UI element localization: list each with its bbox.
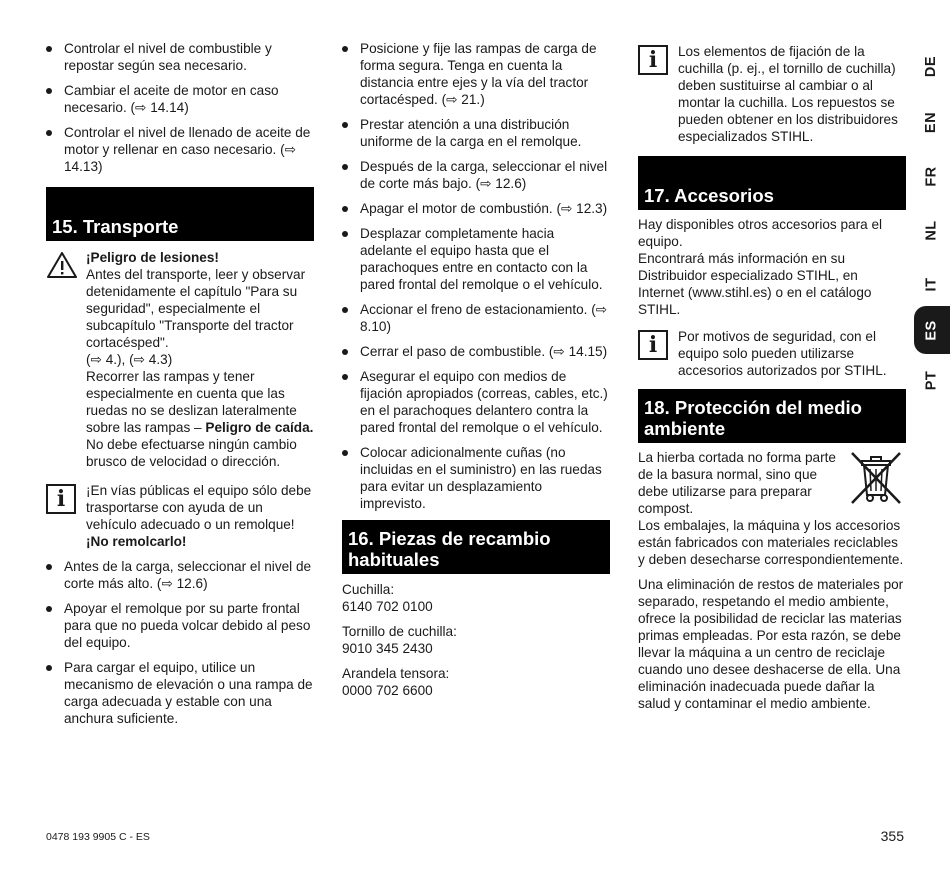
part-number: 9010 345 2430	[342, 641, 433, 656]
list-item: Apagar el motor de combustión. (⇨ 12.3)	[342, 200, 610, 217]
part-label: Tornillo de cuchilla:	[342, 624, 457, 639]
bullet-icon	[342, 122, 348, 128]
bullet-icon	[46, 606, 52, 612]
section-17-heading: 17. Accesorios	[638, 156, 906, 210]
spare-parts-list	[342, 581, 610, 699]
crossed-out-bin-icon	[848, 449, 904, 511]
bullet-icon	[342, 374, 348, 380]
bullet-icon	[342, 206, 348, 212]
warning-notice	[46, 249, 314, 470]
bullet-icon	[46, 88, 52, 94]
column-1	[46, 40, 314, 735]
part-number: 6140 702 0100	[342, 599, 433, 614]
col2-bullets	[342, 40, 610, 512]
info-icon: i	[46, 484, 76, 514]
bullet-icon	[342, 231, 348, 237]
info-text: ¡En vías públicas el equipo sólo debe trasportarse con ayuda de un vehículo adecuado o un remolque!	[86, 483, 312, 532]
section-15-heading: 15. Transporte	[46, 187, 314, 241]
list-item: Desplazar completamente hacia adelante el equipo hasta que el parachoques entre en contacto con la pared frontal del remolque o el vehículo.	[342, 225, 610, 293]
list-item: Colocar adicionalmente cuñas (no incluidas en el suministro) en las ruedas para evitar un desplazamiento imprevisto.	[342, 444, 610, 512]
bullet-icon	[342, 450, 348, 456]
list-item: Asegurar el equipo con medios de fijación apropiados (correas, cables, etc.) en el parachoques delantero contra la pared frontal del remolque o el vehículo.	[342, 368, 610, 436]
environment-text: La hierba cortada no forma parte de la basura normal, sino que debe utilizarse para preparar compost. Los embalajes, la máquina y los accesorios están fabricados con materiales reciclables y deben desecharse correspondientemente. Una eliminación de restos de materiales por separado, respetando el medio ambiente, ofrece la posibilidad de reciclar las materias primas empleadas. Por esta razón, se debe llevar la máquina a un centro de reciclaje cuando uno desee deshacerse de ella. Una eliminación inadecuada puede dañar la salud y contaminar el medio ambiente.	[638, 450, 904, 711]
bullet-icon	[46, 46, 52, 52]
tab-es[interactable]: ES	[914, 306, 950, 354]
document-code: 0478 193 9905 C - ES	[46, 831, 150, 843]
bullet-icon	[342, 164, 348, 170]
part-label: Cuchilla:	[342, 582, 395, 597]
warning-line-1: Antes del transporte, leer y observar detenidamente el capítulo "Para su seguridad", especialmente el subcapítulo "Transporte del tractor cortacésped".	[86, 267, 306, 350]
column-3	[638, 40, 906, 712]
info-notice-blade-fasteners	[638, 43, 906, 145]
warning-triangle-icon	[46, 249, 86, 283]
bullet-icon	[342, 307, 348, 313]
list-item: Cerrar el paso de combustible. (⇨ 14.15)	[342, 343, 610, 360]
list-item: Posicione y fije las rampas de carga de forma segura. Tenga en cuenta la distancia entre ejes y la vía del tractor cortacésped. (⇨ 21.)	[342, 40, 610, 108]
list-item: Apoyar el remolque por su parte frontal para que no pueda volcar debido al peso del equipo.	[46, 600, 314, 651]
list-item: Para cargar el equipo, utilice un mecanismo de elevación o una rampa de carga adecuada y estable con una anchura suficiente.	[46, 659, 314, 727]
tab-en[interactable]: EN	[923, 111, 940, 133]
bullet-icon	[46, 665, 52, 671]
list-item: Antes de la carga, seleccionar el nivel de corte más alto. (⇨ 12.6)	[46, 558, 314, 592]
col1-bullets-top	[46, 40, 314, 175]
list-item: Después de la carga, seleccionar el nivel de corte más bajo. (⇨ 12.6)	[342, 158, 610, 192]
part-number: 0000 702 6600	[342, 683, 433, 698]
bullet-icon	[46, 130, 52, 136]
warning-title: ¡Peligro de lesiones!	[86, 250, 219, 265]
list-item: Cambiar el aceite de motor en caso necesario. (⇨ 14.14)	[46, 82, 314, 116]
info-notice-public-roads	[46, 482, 314, 550]
warning-text	[86, 249, 314, 470]
info-text: Por motivos de seguridad, con el equipo solo pueden utilizarse accesorios autorizados por STIHL.	[678, 329, 887, 378]
accessories-text: Hay disponibles otros accesorios para el equipo. Encontrará más información en su Distribuidor especializado STIHL, en Internet (www.stihl.es) o en el catálogo STIHL.	[638, 217, 883, 317]
list-item: Controlar el nivel de combustible y repostar según sea necesario.	[46, 40, 314, 74]
list-item: Controlar el nivel de llenado de aceite de motor y rellenar en caso necesario. (⇨ 14.13)	[46, 124, 314, 175]
info-icon: i	[638, 45, 668, 75]
info-notice-accessories	[638, 328, 906, 379]
info-icon: i	[638, 330, 668, 360]
spare-part	[342, 623, 610, 657]
bullet-icon	[342, 46, 348, 52]
tab-de[interactable]: DE	[923, 55, 940, 77]
tab-fr[interactable]: FR	[923, 165, 940, 187]
part-label: Arandela tensora:	[342, 666, 450, 681]
warning-line-2: Recorrer las rampas y tener especialmente en cuenta que las ruedas no se deslizan lateralmente sobre las rampas – Peligro de caída.	[86, 369, 314, 435]
bullet-icon	[46, 564, 52, 570]
info-bold: ¡No remolcarlo!	[86, 534, 187, 549]
language-tabs	[914, 40, 950, 400]
section-18-heading: 18. Protección del medio ambiente	[638, 389, 906, 443]
tab-nl[interactable]: NL	[923, 219, 940, 241]
warning-refs: (⇨ 4.), (⇨ 4.3)	[86, 352, 173, 367]
warning-line-3: No debe efectuarse ningún cambio brusco de velocidad o dirección.	[86, 437, 297, 469]
col1-bullets-bottom	[46, 558, 314, 727]
column-2	[342, 40, 610, 707]
spare-part	[342, 581, 610, 615]
info-text: Los elementos de fijación de la cuchilla (p. ej., el tornillo de cuchilla) deben sustituirse al cambiar o al montar la cuchilla. Los repuestos se pueden obtener en los distribuidores especializados STIHL.	[678, 44, 898, 144]
page-number: 355	[880, 828, 904, 844]
list-item: Prestar atención a una distribución uniforme de la carga en el remolque.	[342, 116, 610, 150]
bullet-icon	[342, 349, 348, 355]
section-16-heading: 16. Piezas de recambio habituales	[342, 520, 610, 574]
spare-part	[342, 665, 610, 699]
list-item: Accionar el freno de estacionamiento. (⇨ 8.10)	[342, 301, 610, 335]
tab-it[interactable]: IT	[923, 277, 940, 291]
tab-pt[interactable]: PT	[923, 370, 940, 390]
